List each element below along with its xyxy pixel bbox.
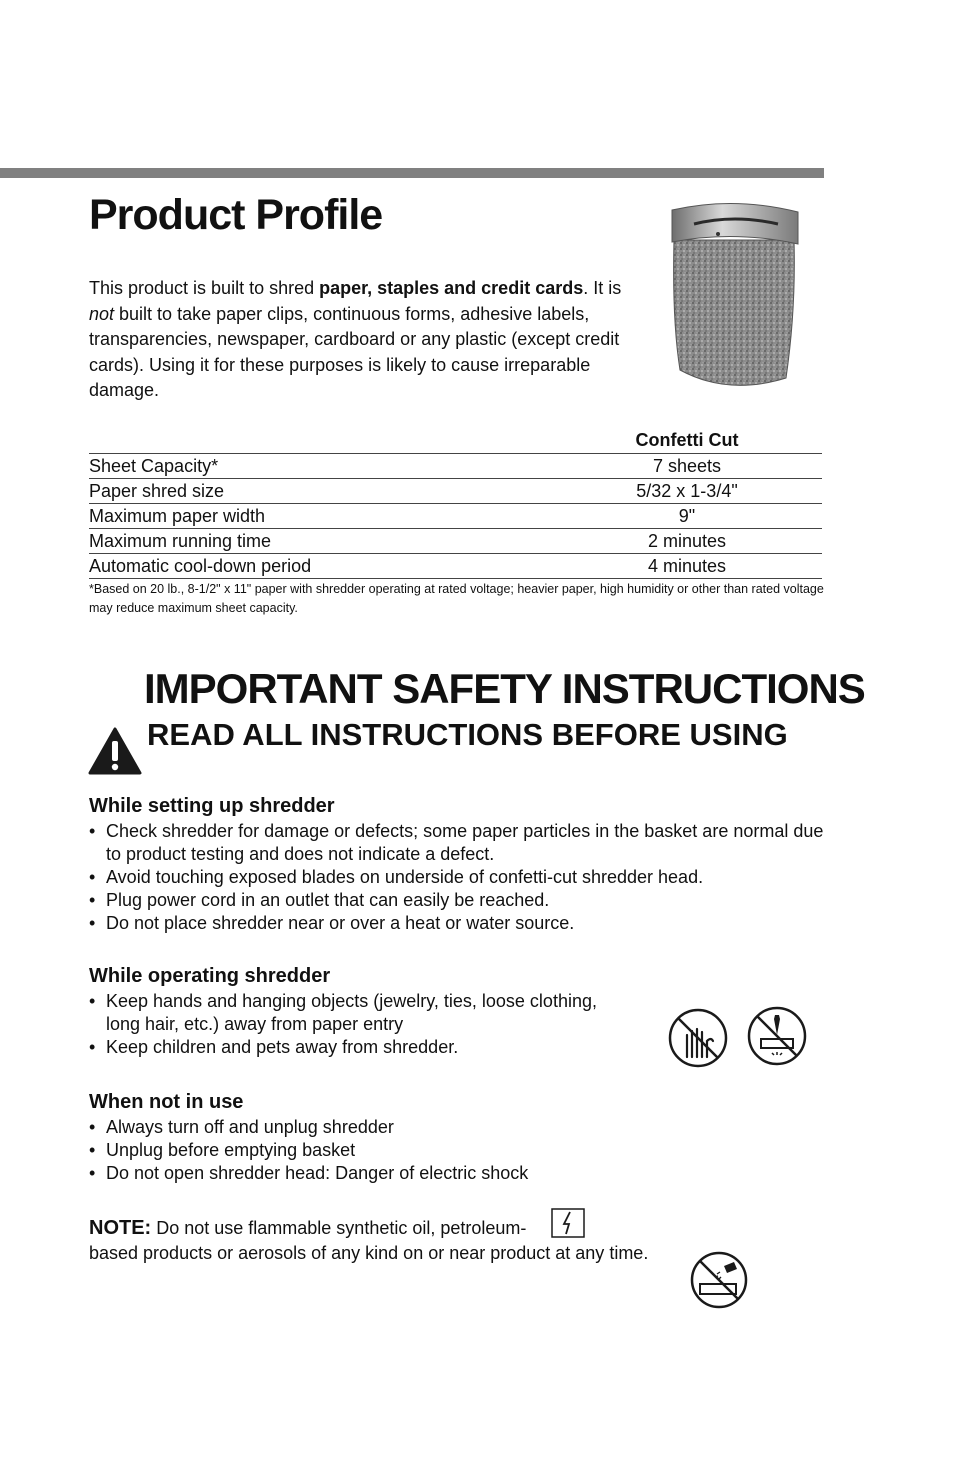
list-item: • Do not place shredder near or over a heat or water source. xyxy=(89,912,829,935)
note-paragraph xyxy=(89,1216,689,1266)
table-row xyxy=(89,504,822,529)
spec-footnote: *Based on 20 lb., 8-1/2" x 11" paper with shredder operating at rated voltage; heavier paper, high humidity or other than rated voltage may reduce maximum sheet capacity. xyxy=(89,582,824,615)
no-hands-icon xyxy=(667,1007,729,1069)
intro-bold: paper, staples and credit cards xyxy=(319,278,584,298)
list-item: • Check shredder for damage or defects; some paper particles in the basket are normal due to product testing and does not indicate a defect. xyxy=(89,820,829,866)
not-in-use-list xyxy=(89,1116,689,1185)
list-item: • Do not open shredder head: Danger of electric shock xyxy=(89,1162,689,1185)
safety-subheading: READ ALL INSTRUCTIONS BEFORE USING xyxy=(147,717,788,752)
section-title-not-in-use: When not in use xyxy=(89,1091,244,1113)
list-item: • Plug power cord in an outlet that can easily be reached. xyxy=(89,889,829,912)
list-item: • Always turn off and unplug shredder xyxy=(89,1116,689,1139)
page-title: Product Profile xyxy=(89,191,383,239)
top-rule xyxy=(0,168,824,178)
spec-value: 7 sheets xyxy=(552,454,822,479)
intro-text-2: . It is xyxy=(583,278,622,298)
spec-table-header-row xyxy=(89,428,822,454)
section-title-operating: While operating shredder xyxy=(89,965,331,987)
intro-text-3: built to take paper clips, continuous forms, adhesive labels, transparencies, newspaper, cardboard or any plastic (except credit cards). Using it for these purposes is likely to cause irreparable damage. xyxy=(89,303,620,400)
note-text-1: Do not use flammable synthetic oil, petroleum- xyxy=(151,1218,527,1238)
list-item: • Keep children and pets away from shredder. xyxy=(89,1036,634,1059)
spec-label: Maximum running time xyxy=(89,529,552,554)
note-text-2: based products or aerosols of any kind on or near product at any time. xyxy=(89,1243,649,1263)
setting-up-list xyxy=(89,820,829,935)
no-ties-icon xyxy=(746,1005,808,1067)
spec-value: 4 minutes xyxy=(552,554,822,579)
intro-paragraph xyxy=(89,276,649,404)
no-aerosol-icon xyxy=(688,1250,750,1310)
list-item: • Avoid touching exposed blades on underside of confetti-cut shredder head. xyxy=(89,866,829,889)
spec-label: Paper shred size xyxy=(89,479,552,504)
electric-shock-icon xyxy=(551,1208,585,1238)
safety-heading: IMPORTANT SAFETY INSTRUCTIONS xyxy=(144,665,865,712)
intro-italic: not xyxy=(89,303,115,324)
section-title-setting-up: While setting up shredder xyxy=(89,795,335,817)
spec-value: 9" xyxy=(552,504,822,529)
spec-table-column-header: Confetti Cut xyxy=(635,430,739,450)
note-label: NOTE: xyxy=(89,1217,152,1239)
warning-triangle-icon xyxy=(88,726,142,776)
spec-label: Sheet Capacity* xyxy=(89,454,552,479)
operating-list xyxy=(89,990,634,1059)
table-row xyxy=(89,454,822,479)
shredder-product-image xyxy=(668,200,802,390)
spec-label: Automatic cool-down period xyxy=(89,554,552,579)
table-row xyxy=(89,529,822,554)
table-row xyxy=(89,554,822,579)
spec-table-blank-header xyxy=(89,428,552,454)
spec-value: 5/32 x 1-3/4" xyxy=(552,479,822,504)
spec-label: Maximum paper width xyxy=(89,504,552,529)
intro-text-1: This product is built to shred xyxy=(89,278,320,298)
list-item: • Keep hands and hanging objects (jewelry, ties, loose clothing, long hair, etc.) away from paper entry xyxy=(89,990,634,1036)
spec-table xyxy=(89,428,822,579)
table-row xyxy=(89,479,822,504)
spec-value: 2 minutes xyxy=(552,529,822,554)
list-item: • Unplug before emptying basket xyxy=(89,1139,689,1162)
